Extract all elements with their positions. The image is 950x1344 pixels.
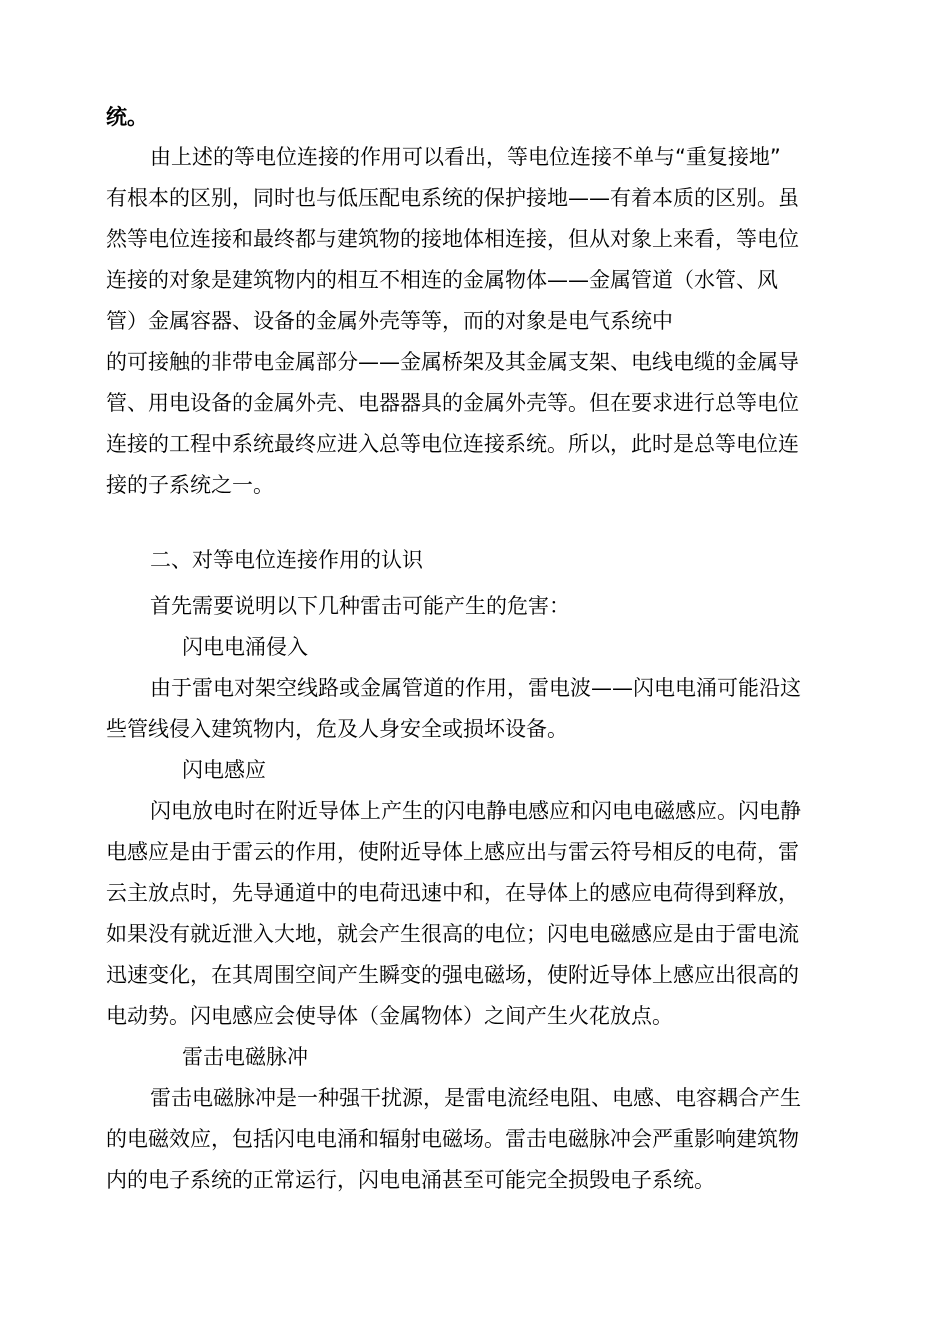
text-line-3: 有根本的区别，同时也与低压配电系统的保护接地——有着本质的区别。虽: [106, 186, 799, 210]
text-line-21: 迅速变化，在其周围空间产生瞬变的强电磁场，使附近导体上感应出很高的: [106, 963, 799, 987]
text-line-10: 接的子系统之一。: [106, 473, 274, 497]
text-line-1: 统。: [106, 105, 148, 129]
subheading-lightning-induction: 闪电感应: [182, 758, 266, 782]
text-line-26: 内的电子系统的正常运行，闪电电涌甚至可能完全损毁电子系统。: [106, 1168, 715, 1192]
text-line-19: 云主放点时，先导通道中的电荷迅速中和，在导体上的感应电荷得到释放，: [106, 881, 799, 905]
text-line-9: 连接的工程中系统最终应进入总等电位连接系统。所以，此时是总等电位连: [106, 432, 799, 456]
text-line-15: 些管线侵入建筑物内，危及人身安全或损坏设备。: [106, 717, 568, 741]
text-line-20: 如果没有就近泄入大地，就会产生很高的电位；闪电电磁感应是由于雷电流: [106, 922, 799, 946]
text-line-6: 管）金属容器、设备的金属外壳等等，而的对象是电气系统中: [106, 309, 673, 333]
text-line-17: 闪电放电时在附近导体上产生的闪电静电感应和闪电电磁感应。闪电静: [150, 799, 801, 823]
text-line-14: 由于雷电对架空线路或金属管道的作用，雷电波——闪电电涌可能沿这: [150, 676, 801, 700]
text-line-12: 首先需要说明以下几种雷击可能产生的危害：: [150, 594, 570, 618]
text-line-25: 的电磁效应，包括闪电电涌和辐射电磁场。雷击电磁脉冲会严重影响建筑物: [106, 1127, 799, 1151]
text-line-4: 然等电位连接和最终都与建筑物的接地体相连接，但从对象上来看，等电位: [106, 227, 799, 251]
text-line-2: 由上述的等电位连接的作用可以看出，等电位连接不单与“重复接地”: [150, 145, 781, 169]
section-heading: 二、对等电位连接作用的认识: [150, 548, 423, 572]
text-line-7: 的可接触的非带电金属部分——金属桥架及其金属支架、电线电缆的金属导: [106, 350, 799, 374]
text-line-5: 连接的对象是建筑物内的相互不相连的金属物体——金属管道（水管、风: [106, 268, 778, 292]
subheading-lemp: 雷击电磁脉冲: [182, 1045, 308, 1069]
text-line-22: 电动势。闪电感应会使导体（金属物体）之间产生火花放点。: [106, 1004, 673, 1028]
subheading-surge-intrusion: 闪电电涌侵入: [182, 635, 308, 659]
text-line-18: 电感应是由于雷云的作用，使附近导体上感应出与雷云符号相反的电荷，雷: [106, 840, 799, 864]
text-line-24: 雷击电磁脉冲是一种强干扰源，是雷电流经电阻、电感、电容耦合产生: [150, 1086, 801, 1110]
text-line-8: 管、用电设备的金属外壳、电器器具的金属外壳等。但在要求进行总等电位: [106, 391, 799, 415]
